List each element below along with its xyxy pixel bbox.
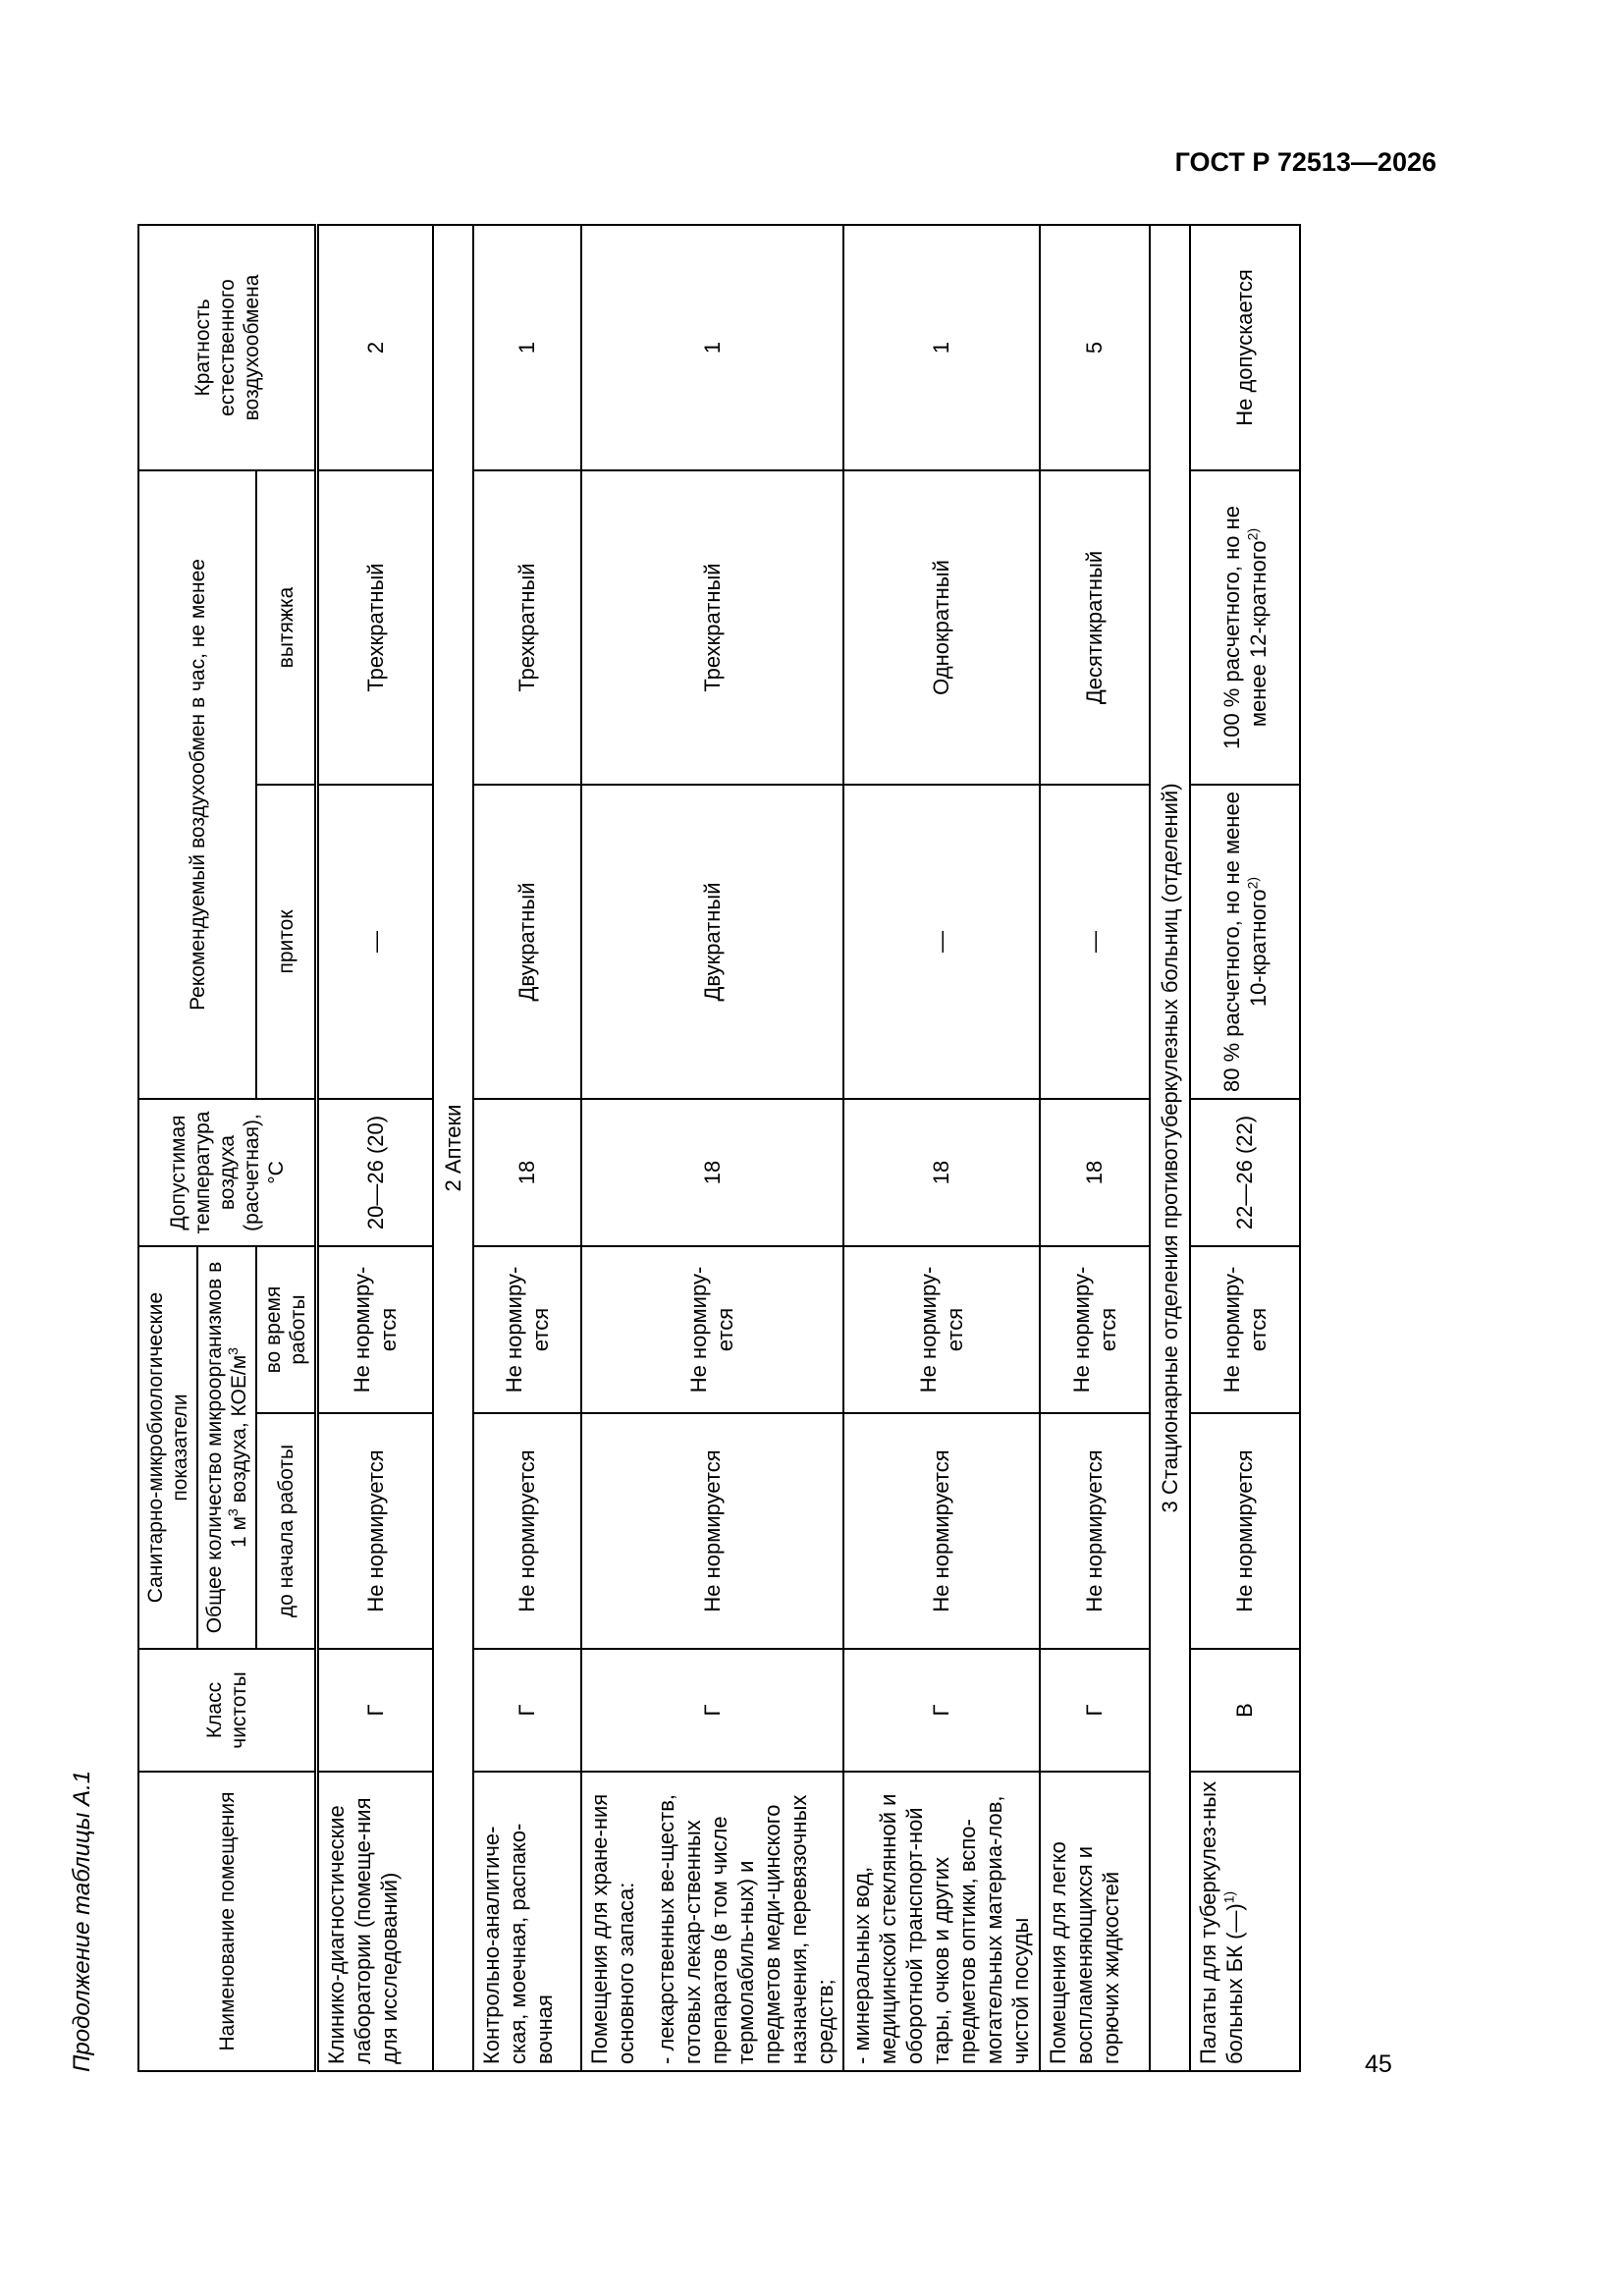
ventilation-table	[137, 224, 1301, 2072]
header-class: Класс чистоты	[138, 1649, 317, 1772]
row-during: Не нормиру-ется	[581, 1246, 843, 1413]
row-during: Не нормиру-ется	[317, 1246, 433, 1413]
row-name: Помещения для легко воспламеняющихся и горючих жидкостей	[1040, 1772, 1150, 2071]
row-class: Г	[473, 1649, 581, 1772]
row-natural: 2	[317, 225, 433, 470]
row-before: Не нормируется	[581, 1413, 843, 1649]
header-supply: приток	[256, 785, 317, 1099]
row-exhaust: Однократный	[843, 470, 1040, 785]
table-row	[473, 225, 581, 2071]
row-class: В	[1190, 1649, 1300, 1772]
row-before: Не нормируется	[1040, 1413, 1150, 1649]
row-natural: Не допускается	[1190, 225, 1300, 470]
row-during: Не нормиру-ется	[1190, 1246, 1300, 1413]
row-exhaust: Трехкратный	[581, 470, 843, 785]
table-row	[843, 225, 1040, 2071]
row-supply: 80 % расчетного, но не менее 10-кратного$^{2)}$	[1190, 785, 1300, 1099]
row-natural: 1	[473, 225, 581, 470]
header-exhaust: вытяжка	[256, 470, 317, 785]
row-temp: 18	[843, 1099, 1040, 1246]
row-during: Не нормиру-ется	[473, 1246, 581, 1413]
section-row	[433, 225, 473, 2071]
row-temp: 22—26 (22)	[1190, 1099, 1300, 1246]
row-name: Помещения для хране-ния основного запаса: - лекарственных ве-ществ, готовых лекар-ственных препаратов (в том числе термолабиль-ных) и предметов меди-цинского назначения, перевязочных средств;	[581, 1772, 843, 2071]
row-supply: Двукратный	[473, 785, 581, 1099]
row-temp: 20—26 (20)	[317, 1099, 433, 1246]
table-caption: Продолжение таблицы А.1	[69, 1770, 95, 2072]
section-title: 2 Аптеки	[433, 225, 473, 2071]
row-supply: —	[1040, 785, 1150, 1099]
header-during: во время работы	[256, 1246, 317, 1413]
row-before: Не нормируется	[473, 1413, 581, 1649]
row-class: Г	[581, 1649, 843, 1772]
table-row	[317, 225, 433, 2071]
row-temp: 18	[1040, 1099, 1150, 1246]
header-micro: Санитарно-микробиологические показатели	[138, 1246, 197, 1649]
row-during: Не нормиру-ется	[843, 1246, 1040, 1413]
header-name: Наименование помещения	[138, 1772, 317, 2071]
row-name: Палаты для туберкулез-ных больных БК (—)$^{1)}$	[1190, 1772, 1300, 2071]
row-supply: —	[317, 785, 433, 1099]
row-temp: 18	[581, 1099, 843, 1246]
row-supply: Двукратный	[581, 785, 843, 1099]
header-natural: Кратность естественного воздухообмена	[138, 225, 317, 470]
page-number: 45	[1365, 2050, 1392, 2078]
row-exhaust: Трехкратный	[473, 470, 581, 785]
row-natural: 5	[1040, 225, 1150, 470]
header-air: Рекомендуемый воздухообмен в час, не менее	[138, 470, 256, 1099]
standard-number: ГОСТ Р 72513—2026	[1174, 147, 1436, 177]
rotated-table-container	[69, 226, 1414, 2072]
row-class: Г	[317, 1649, 433, 1772]
row-before: Не нормируется	[317, 1413, 433, 1649]
row-natural: 1	[843, 225, 1040, 470]
row-exhaust: Трехкратный	[317, 470, 433, 785]
row-exhaust: Десятикратный	[1040, 470, 1150, 785]
row-class: Г	[1040, 1649, 1150, 1772]
table-row	[1190, 225, 1300, 2071]
header-micro-sub: Общее количество микроорганизмов в 1 $м^3$ воздуха, КОЕ/$м^3$	[197, 1246, 256, 1649]
row-supply: —	[843, 785, 1040, 1099]
section-row	[1150, 225, 1190, 2071]
row-temp: 18	[473, 1099, 581, 1246]
row-class: Г	[843, 1649, 1040, 1772]
table-row	[581, 225, 843, 2071]
table-row	[1040, 225, 1150, 2071]
row-during: Не нормиру-ется	[1040, 1246, 1150, 1413]
row-name: Контрольно-аналитиче-ская, моечная, распако-вочная	[473, 1772, 581, 2071]
row-before: Не нормируется	[843, 1413, 1040, 1649]
header-temp: Допустимая температура воздуха (расчетная), °С	[138, 1099, 317, 1246]
row-name: - минеральных вод, медицинской стеклянной и оборотной транспорт-ной тары, очков и других предметов оптики, вспо-могательных материа-лов, чистой посуды	[843, 1772, 1040, 2071]
section-title: 3 Стационарные отделения противотуберкулезных больниц (отделений)	[1150, 225, 1190, 2071]
row-exhaust: 100 % расчетного, но не менее 12-кратного$^{2)}$	[1190, 470, 1300, 785]
row-name: Клинико-диагностические лаборатории (помеще-ния для исследований)	[317, 1772, 433, 2071]
row-before: Не нормируется	[1190, 1413, 1300, 1649]
header-before: до начала работы	[256, 1413, 317, 1649]
row-natural: 1	[581, 225, 843, 470]
